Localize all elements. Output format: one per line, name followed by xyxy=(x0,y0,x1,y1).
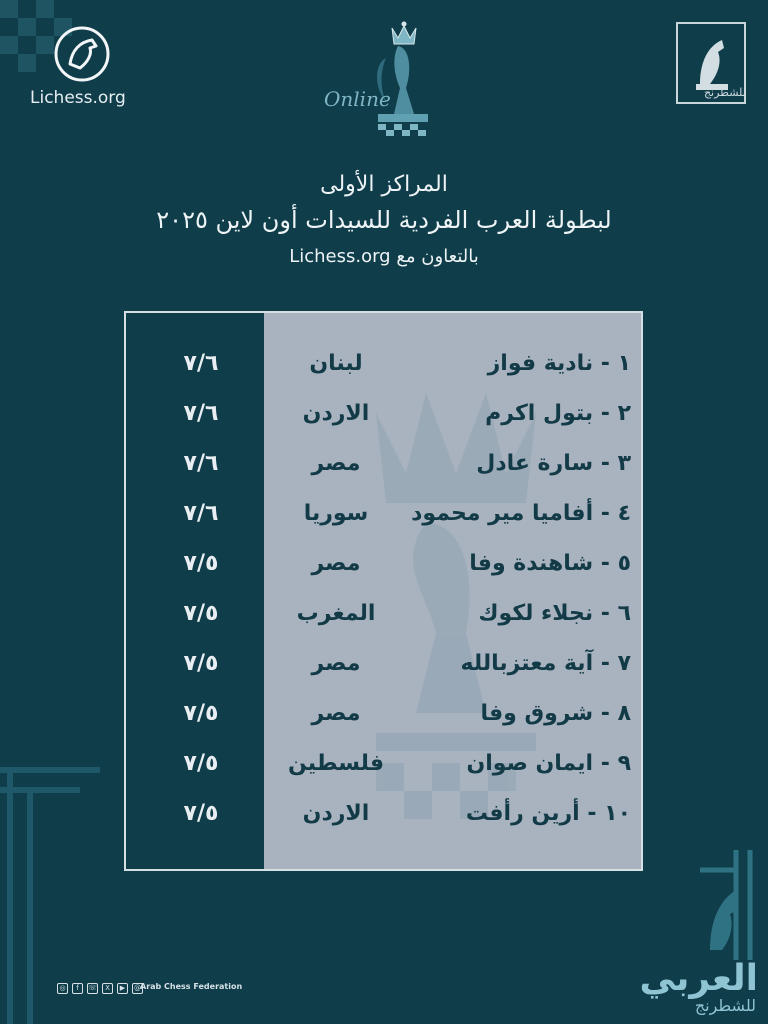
heading-top-places: المراكز الأولى xyxy=(320,172,448,197)
player-country: مصر xyxy=(311,701,361,726)
player-score: ٧/٦ xyxy=(183,501,219,526)
lichess-label: Lichess.org xyxy=(30,88,126,108)
player-name: ٩ - ايمان صوان xyxy=(466,751,631,776)
facebook-icon[interactable]: f xyxy=(72,983,83,994)
player-name: ٦ - نجلاء لكوك xyxy=(478,601,631,626)
player-name: ٧ - آية معتزبالله xyxy=(460,651,631,676)
instagram-icon[interactable]: ◎ xyxy=(57,983,68,994)
standings-row xyxy=(126,401,643,447)
player-country: مصر xyxy=(311,651,361,676)
player-name: ٢ - بتول اكرم xyxy=(485,401,631,426)
standings-row xyxy=(126,501,643,547)
whatsapp-icon[interactable]: ☏ xyxy=(88,983,97,992)
standings-panel xyxy=(124,311,643,871)
player-name: ٣ - سارة عادل xyxy=(476,451,631,476)
standings-row xyxy=(126,751,643,797)
federation-logo-text: للشطرنج xyxy=(703,86,746,99)
x-icon[interactable]: X xyxy=(102,983,113,994)
lichess-knight-icon xyxy=(52,24,112,84)
federation-footer-label: Arab Chess Federation xyxy=(140,982,243,991)
player-country: الاردن xyxy=(302,401,370,426)
player-name: ١ - نادية فواز xyxy=(487,351,631,376)
player-country: مصر xyxy=(311,551,361,576)
player-score: ٧/٥ xyxy=(183,601,219,626)
player-country: فلسطين xyxy=(288,751,384,776)
player-score: ٧/٦ xyxy=(183,401,219,426)
player-score: ٧/٥ xyxy=(183,701,219,726)
standings-row xyxy=(126,551,643,597)
standings-row xyxy=(126,651,643,697)
player-name: ٨ - شروق وفا xyxy=(480,701,631,726)
standings-row xyxy=(126,451,643,497)
player-score: ٧/٥ xyxy=(183,651,219,676)
social-icons xyxy=(57,981,143,995)
player-name: ١٠ - أرين رأفت xyxy=(465,801,631,826)
player-score: ٧/٥ xyxy=(183,751,219,776)
player-name: ٤ - أفاميا مير محمود xyxy=(411,501,631,526)
threads-icon[interactable]: @ xyxy=(134,983,141,992)
player-country: لبنان xyxy=(309,351,363,376)
heading-championship: لبطولة العرب الفردية للسيدات أون لاين ٢٠٢٥ xyxy=(156,206,612,234)
standings-row xyxy=(126,701,643,747)
player-country: الاردن xyxy=(302,801,370,826)
heading-partnership: بالتعاون مع Lichess.org xyxy=(289,246,479,267)
player-country: المغرب xyxy=(296,601,376,626)
player-country: مصر xyxy=(311,451,361,476)
brand-arabic-subtitle: للشطرنج xyxy=(694,996,756,1015)
brand-arabic-title: العربي xyxy=(639,958,758,999)
player-score: ٧/٥ xyxy=(183,551,219,576)
knight-emblem-icon xyxy=(688,32,734,94)
standings-row xyxy=(126,351,643,397)
queen-online-emblem xyxy=(320,18,440,143)
standings-row xyxy=(126,601,643,647)
online-label: Online xyxy=(324,87,391,111)
player-country: سوريا xyxy=(303,501,369,526)
standings-row xyxy=(126,801,643,847)
youtube-icon[interactable]: ▶ xyxy=(117,983,128,994)
player-score: ٧/٥ xyxy=(183,801,219,826)
player-name: ٥ - شاهندة وفا xyxy=(469,551,631,576)
player-score: ٧/٦ xyxy=(183,351,219,376)
player-score: ٧/٦ xyxy=(183,451,219,476)
